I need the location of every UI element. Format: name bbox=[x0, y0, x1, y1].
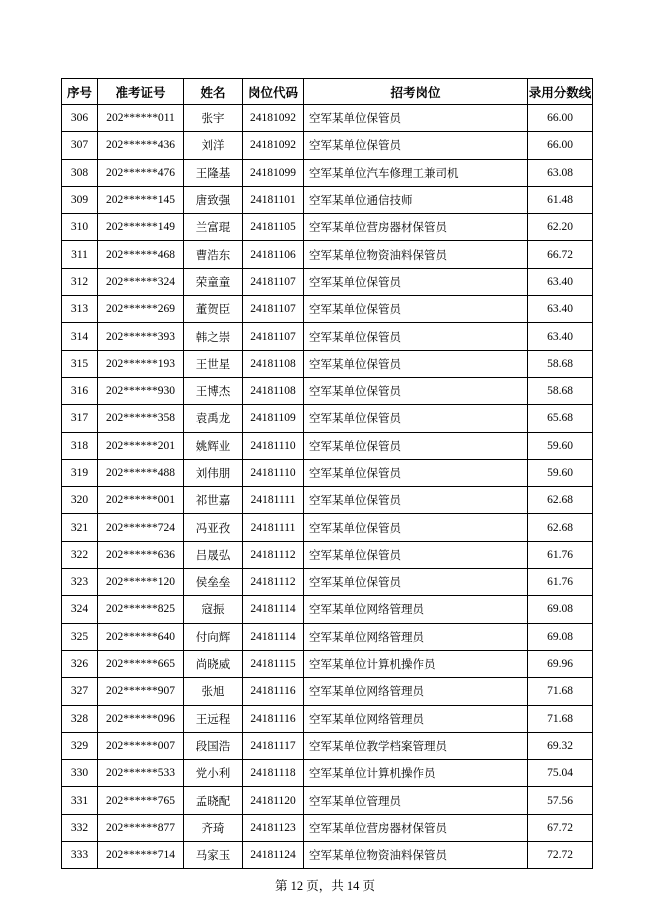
cell-job-title: 空军某单位保管员 bbox=[304, 569, 528, 596]
cell-job-code: 24181116 bbox=[243, 705, 304, 732]
cell-score-line: 63.40 bbox=[528, 268, 593, 295]
cell-serial: 311 bbox=[62, 241, 98, 268]
table-row bbox=[62, 459, 593, 486]
cell-score-line: 71.68 bbox=[528, 678, 593, 705]
cell-serial: 318 bbox=[62, 432, 98, 459]
table-row bbox=[62, 186, 593, 213]
cell-ticket-number: 202******358 bbox=[98, 405, 184, 432]
table-header-row bbox=[62, 79, 593, 105]
cell-name: 寇振 bbox=[184, 596, 243, 623]
cell-job-code: 24181115 bbox=[243, 650, 304, 677]
cell-serial: 324 bbox=[62, 596, 98, 623]
cell-job-title: 空军某单位计算机操作员 bbox=[304, 650, 528, 677]
table-row bbox=[62, 514, 593, 541]
cell-ticket-number: 202******930 bbox=[98, 377, 184, 404]
score-table bbox=[61, 78, 593, 869]
table-row bbox=[62, 678, 593, 705]
cell-name: 王远程 bbox=[184, 705, 243, 732]
cell-name: 张旭 bbox=[184, 678, 243, 705]
cell-job-code: 24181107 bbox=[243, 268, 304, 295]
table-row bbox=[62, 432, 593, 459]
cell-job-code: 24181111 bbox=[243, 487, 304, 514]
cell-name: 尚晓威 bbox=[184, 650, 243, 677]
cell-job-title: 空军某单位保管员 bbox=[304, 296, 528, 323]
cell-score-line: 69.08 bbox=[528, 596, 593, 623]
cell-ticket-number: 202******324 bbox=[98, 268, 184, 295]
cell-job-code: 24181092 bbox=[243, 105, 304, 132]
cell-ticket-number: 202******269 bbox=[98, 296, 184, 323]
cell-job-title: 空军某单位保管员 bbox=[304, 405, 528, 432]
cell-score-line: 62.68 bbox=[528, 487, 593, 514]
cell-ticket-number: 202******877 bbox=[98, 814, 184, 841]
cell-job-title: 空军某单位汽车修理工兼司机 bbox=[304, 159, 528, 186]
table-body bbox=[62, 105, 593, 869]
cell-job-title: 空军某单位保管员 bbox=[304, 350, 528, 377]
table-row bbox=[62, 268, 593, 295]
cell-ticket-number: 202******145 bbox=[98, 186, 184, 213]
table-row bbox=[62, 623, 593, 650]
cell-serial: 308 bbox=[62, 159, 98, 186]
cell-job-title: 空军某单位保管员 bbox=[304, 105, 528, 132]
cell-name: 侯垒垒 bbox=[184, 569, 243, 596]
cell-serial: 319 bbox=[62, 459, 98, 486]
table-row bbox=[62, 296, 593, 323]
cell-name: 冯亚孜 bbox=[184, 514, 243, 541]
cell-job-title: 空军某单位计算机操作员 bbox=[304, 760, 528, 787]
cell-ticket-number: 202******436 bbox=[98, 132, 184, 159]
cell-name: 王隆基 bbox=[184, 159, 243, 186]
cell-job-code: 24181101 bbox=[243, 186, 304, 213]
cell-name: 韩之崇 bbox=[184, 323, 243, 350]
cell-score-line: 58.68 bbox=[528, 350, 593, 377]
cell-job-code: 24181108 bbox=[243, 350, 304, 377]
cell-ticket-number: 202******714 bbox=[98, 842, 184, 869]
cell-job-code: 24181114 bbox=[243, 596, 304, 623]
table-row bbox=[62, 350, 593, 377]
table-row bbox=[62, 323, 593, 350]
table-row bbox=[62, 214, 593, 241]
column-header-job-title: 招考岗位 bbox=[304, 79, 528, 105]
cell-job-title: 空军某单位物资油料保管员 bbox=[304, 241, 528, 268]
cell-serial: 316 bbox=[62, 377, 98, 404]
cell-job-code: 24181107 bbox=[243, 323, 304, 350]
cell-name: 唐致强 bbox=[184, 186, 243, 213]
cell-ticket-number: 202******011 bbox=[98, 105, 184, 132]
table-row bbox=[62, 842, 593, 869]
cell-serial: 325 bbox=[62, 623, 98, 650]
cell-job-title: 空军某单位保管员 bbox=[304, 432, 528, 459]
cell-serial: 320 bbox=[62, 487, 98, 514]
cell-name: 齐琦 bbox=[184, 814, 243, 841]
cell-score-line: 58.68 bbox=[528, 377, 593, 404]
cell-name: 付向辉 bbox=[184, 623, 243, 650]
cell-job-code: 24181108 bbox=[243, 377, 304, 404]
cell-job-code: 24181116 bbox=[243, 678, 304, 705]
column-header-name: 姓名 bbox=[184, 79, 243, 105]
cell-name: 袁禹龙 bbox=[184, 405, 243, 432]
table-row bbox=[62, 487, 593, 514]
column-header-score-line: 录用分数线 bbox=[528, 79, 593, 105]
cell-ticket-number: 202******001 bbox=[98, 487, 184, 514]
cell-job-code: 24181117 bbox=[243, 732, 304, 759]
cell-name: 王世星 bbox=[184, 350, 243, 377]
cell-serial: 322 bbox=[62, 541, 98, 568]
cell-score-line: 63.40 bbox=[528, 296, 593, 323]
table-row bbox=[62, 787, 593, 814]
cell-job-code: 24181123 bbox=[243, 814, 304, 841]
cell-ticket-number: 202******765 bbox=[98, 787, 184, 814]
cell-serial: 307 bbox=[62, 132, 98, 159]
table-row bbox=[62, 814, 593, 841]
cell-job-title: 空军某单位保管员 bbox=[304, 323, 528, 350]
cell-ticket-number: 202******533 bbox=[98, 760, 184, 787]
cell-serial: 326 bbox=[62, 650, 98, 677]
cell-job-title: 空军某单位保管员 bbox=[304, 132, 528, 159]
cell-job-code: 24181124 bbox=[243, 842, 304, 869]
cell-name: 段国浩 bbox=[184, 732, 243, 759]
column-header-ticket-number: 准考证号 bbox=[98, 79, 184, 105]
cell-job-title: 空军某单位保管员 bbox=[304, 459, 528, 486]
cell-job-title: 空军某单位教学档案管理员 bbox=[304, 732, 528, 759]
cell-name: 党小利 bbox=[184, 760, 243, 787]
table-row bbox=[62, 705, 593, 732]
table-row bbox=[62, 732, 593, 759]
cell-name: 孟晓配 bbox=[184, 787, 243, 814]
cell-serial: 333 bbox=[62, 842, 98, 869]
cell-score-line: 63.08 bbox=[528, 159, 593, 186]
cell-job-title: 空军某单位保管员 bbox=[304, 514, 528, 541]
cell-job-title: 空军某单位保管员 bbox=[304, 377, 528, 404]
cell-job-title: 空军某单位网络管理员 bbox=[304, 705, 528, 732]
cell-job-code: 24181106 bbox=[243, 241, 304, 268]
cell-score-line: 61.76 bbox=[528, 569, 593, 596]
table-row bbox=[62, 405, 593, 432]
cell-ticket-number: 202******724 bbox=[98, 514, 184, 541]
cell-score-line: 66.00 bbox=[528, 105, 593, 132]
cell-job-code: 24181114 bbox=[243, 623, 304, 650]
cell-score-line: 69.96 bbox=[528, 650, 593, 677]
cell-serial: 309 bbox=[62, 186, 98, 213]
cell-job-title: 空军某单位管理员 bbox=[304, 787, 528, 814]
cell-ticket-number: 202******825 bbox=[98, 596, 184, 623]
cell-job-title: 空军某单位网络管理员 bbox=[304, 678, 528, 705]
cell-score-line: 72.72 bbox=[528, 842, 593, 869]
cell-serial: 327 bbox=[62, 678, 98, 705]
cell-score-line: 62.68 bbox=[528, 514, 593, 541]
cell-name: 王博杰 bbox=[184, 377, 243, 404]
cell-ticket-number: 202******120 bbox=[98, 569, 184, 596]
cell-ticket-number: 202******665 bbox=[98, 650, 184, 677]
cell-job-code: 24181105 bbox=[243, 214, 304, 241]
cell-job-title: 空军某单位网络管理员 bbox=[304, 596, 528, 623]
cell-serial: 332 bbox=[62, 814, 98, 841]
table-row bbox=[62, 760, 593, 787]
cell-job-code: 24181112 bbox=[243, 569, 304, 596]
cell-score-line: 69.08 bbox=[528, 623, 593, 650]
cell-job-title: 空军某单位通信技师 bbox=[304, 186, 528, 213]
cell-serial: 330 bbox=[62, 760, 98, 787]
page-footer: 第 12 页，共 14 页 bbox=[274, 879, 375, 893]
table-row bbox=[62, 159, 593, 186]
cell-serial: 317 bbox=[62, 405, 98, 432]
cell-score-line: 61.48 bbox=[528, 186, 593, 213]
cell-serial: 314 bbox=[62, 323, 98, 350]
cell-score-line: 63.40 bbox=[528, 323, 593, 350]
cell-name: 兰富琨 bbox=[184, 214, 243, 241]
cell-job-title: 空军某单位营房器材保管员 bbox=[304, 814, 528, 841]
table-row bbox=[62, 541, 593, 568]
cell-job-title: 空军某单位保管员 bbox=[304, 268, 528, 295]
cell-serial: 313 bbox=[62, 296, 98, 323]
cell-score-line: 59.60 bbox=[528, 432, 593, 459]
cell-name: 马家玉 bbox=[184, 842, 243, 869]
cell-job-code: 24181110 bbox=[243, 432, 304, 459]
cell-job-title: 空军某单位保管员 bbox=[304, 487, 528, 514]
cell-score-line: 66.00 bbox=[528, 132, 593, 159]
cell-score-line: 69.32 bbox=[528, 732, 593, 759]
cell-serial: 315 bbox=[62, 350, 98, 377]
cell-score-line: 75.04 bbox=[528, 760, 593, 787]
cell-ticket-number: 202******468 bbox=[98, 241, 184, 268]
cell-ticket-number: 202******640 bbox=[98, 623, 184, 650]
cell-job-code: 24181107 bbox=[243, 296, 304, 323]
cell-score-line: 67.72 bbox=[528, 814, 593, 841]
cell-name: 姚辉业 bbox=[184, 432, 243, 459]
cell-serial: 312 bbox=[62, 268, 98, 295]
cell-job-code: 24181120 bbox=[243, 787, 304, 814]
cell-job-code: 24181111 bbox=[243, 514, 304, 541]
cell-name: 刘洋 bbox=[184, 132, 243, 159]
table-row bbox=[62, 105, 593, 132]
cell-score-line: 62.20 bbox=[528, 214, 593, 241]
cell-job-title: 空军某单位保管员 bbox=[304, 541, 528, 568]
cell-score-line: 61.76 bbox=[528, 541, 593, 568]
cell-name: 张宇 bbox=[184, 105, 243, 132]
table-row bbox=[62, 569, 593, 596]
column-header-job-code: 岗位代码 bbox=[243, 79, 304, 105]
cell-job-code: 24181109 bbox=[243, 405, 304, 432]
cell-score-line: 57.56 bbox=[528, 787, 593, 814]
cell-job-title: 空军某单位物资油料保管员 bbox=[304, 842, 528, 869]
cell-serial: 310 bbox=[62, 214, 98, 241]
cell-serial: 306 bbox=[62, 105, 98, 132]
cell-name: 祁世嘉 bbox=[184, 487, 243, 514]
cell-job-code: 24181118 bbox=[243, 760, 304, 787]
cell-serial: 328 bbox=[62, 705, 98, 732]
cell-job-title: 空军某单位营房器材保管员 bbox=[304, 214, 528, 241]
cell-ticket-number: 202******476 bbox=[98, 159, 184, 186]
cell-serial: 321 bbox=[62, 514, 98, 541]
cell-ticket-number: 202******201 bbox=[98, 432, 184, 459]
cell-ticket-number: 202******007 bbox=[98, 732, 184, 759]
cell-job-title: 空军某单位网络管理员 bbox=[304, 623, 528, 650]
cell-name: 曹浩东 bbox=[184, 241, 243, 268]
cell-ticket-number: 202******193 bbox=[98, 350, 184, 377]
table-row bbox=[62, 650, 593, 677]
cell-job-code: 24181112 bbox=[243, 541, 304, 568]
cell-name: 吕晟弘 bbox=[184, 541, 243, 568]
cell-serial: 323 bbox=[62, 569, 98, 596]
cell-job-code: 24181110 bbox=[243, 459, 304, 486]
cell-ticket-number: 202******393 bbox=[98, 323, 184, 350]
cell-ticket-number: 202******149 bbox=[98, 214, 184, 241]
column-header-serial: 序号 bbox=[62, 79, 98, 105]
cell-ticket-number: 202******096 bbox=[98, 705, 184, 732]
cell-serial: 329 bbox=[62, 732, 98, 759]
table-row bbox=[62, 377, 593, 404]
table-row bbox=[62, 132, 593, 159]
table-row bbox=[62, 241, 593, 268]
cell-ticket-number: 202******907 bbox=[98, 678, 184, 705]
cell-name: 董贺臣 bbox=[184, 296, 243, 323]
cell-job-code: 24181099 bbox=[243, 159, 304, 186]
table-row bbox=[62, 596, 593, 623]
cell-score-line: 65.68 bbox=[528, 405, 593, 432]
cell-serial: 331 bbox=[62, 787, 98, 814]
cell-ticket-number: 202******488 bbox=[98, 459, 184, 486]
cell-score-line: 66.72 bbox=[528, 241, 593, 268]
cell-ticket-number: 202******636 bbox=[98, 541, 184, 568]
cell-score-line: 71.68 bbox=[528, 705, 593, 732]
cell-job-code: 24181092 bbox=[243, 132, 304, 159]
cell-name: 荣童童 bbox=[184, 268, 243, 295]
cell-score-line: 59.60 bbox=[528, 459, 593, 486]
cell-name: 刘伟朋 bbox=[184, 459, 243, 486]
